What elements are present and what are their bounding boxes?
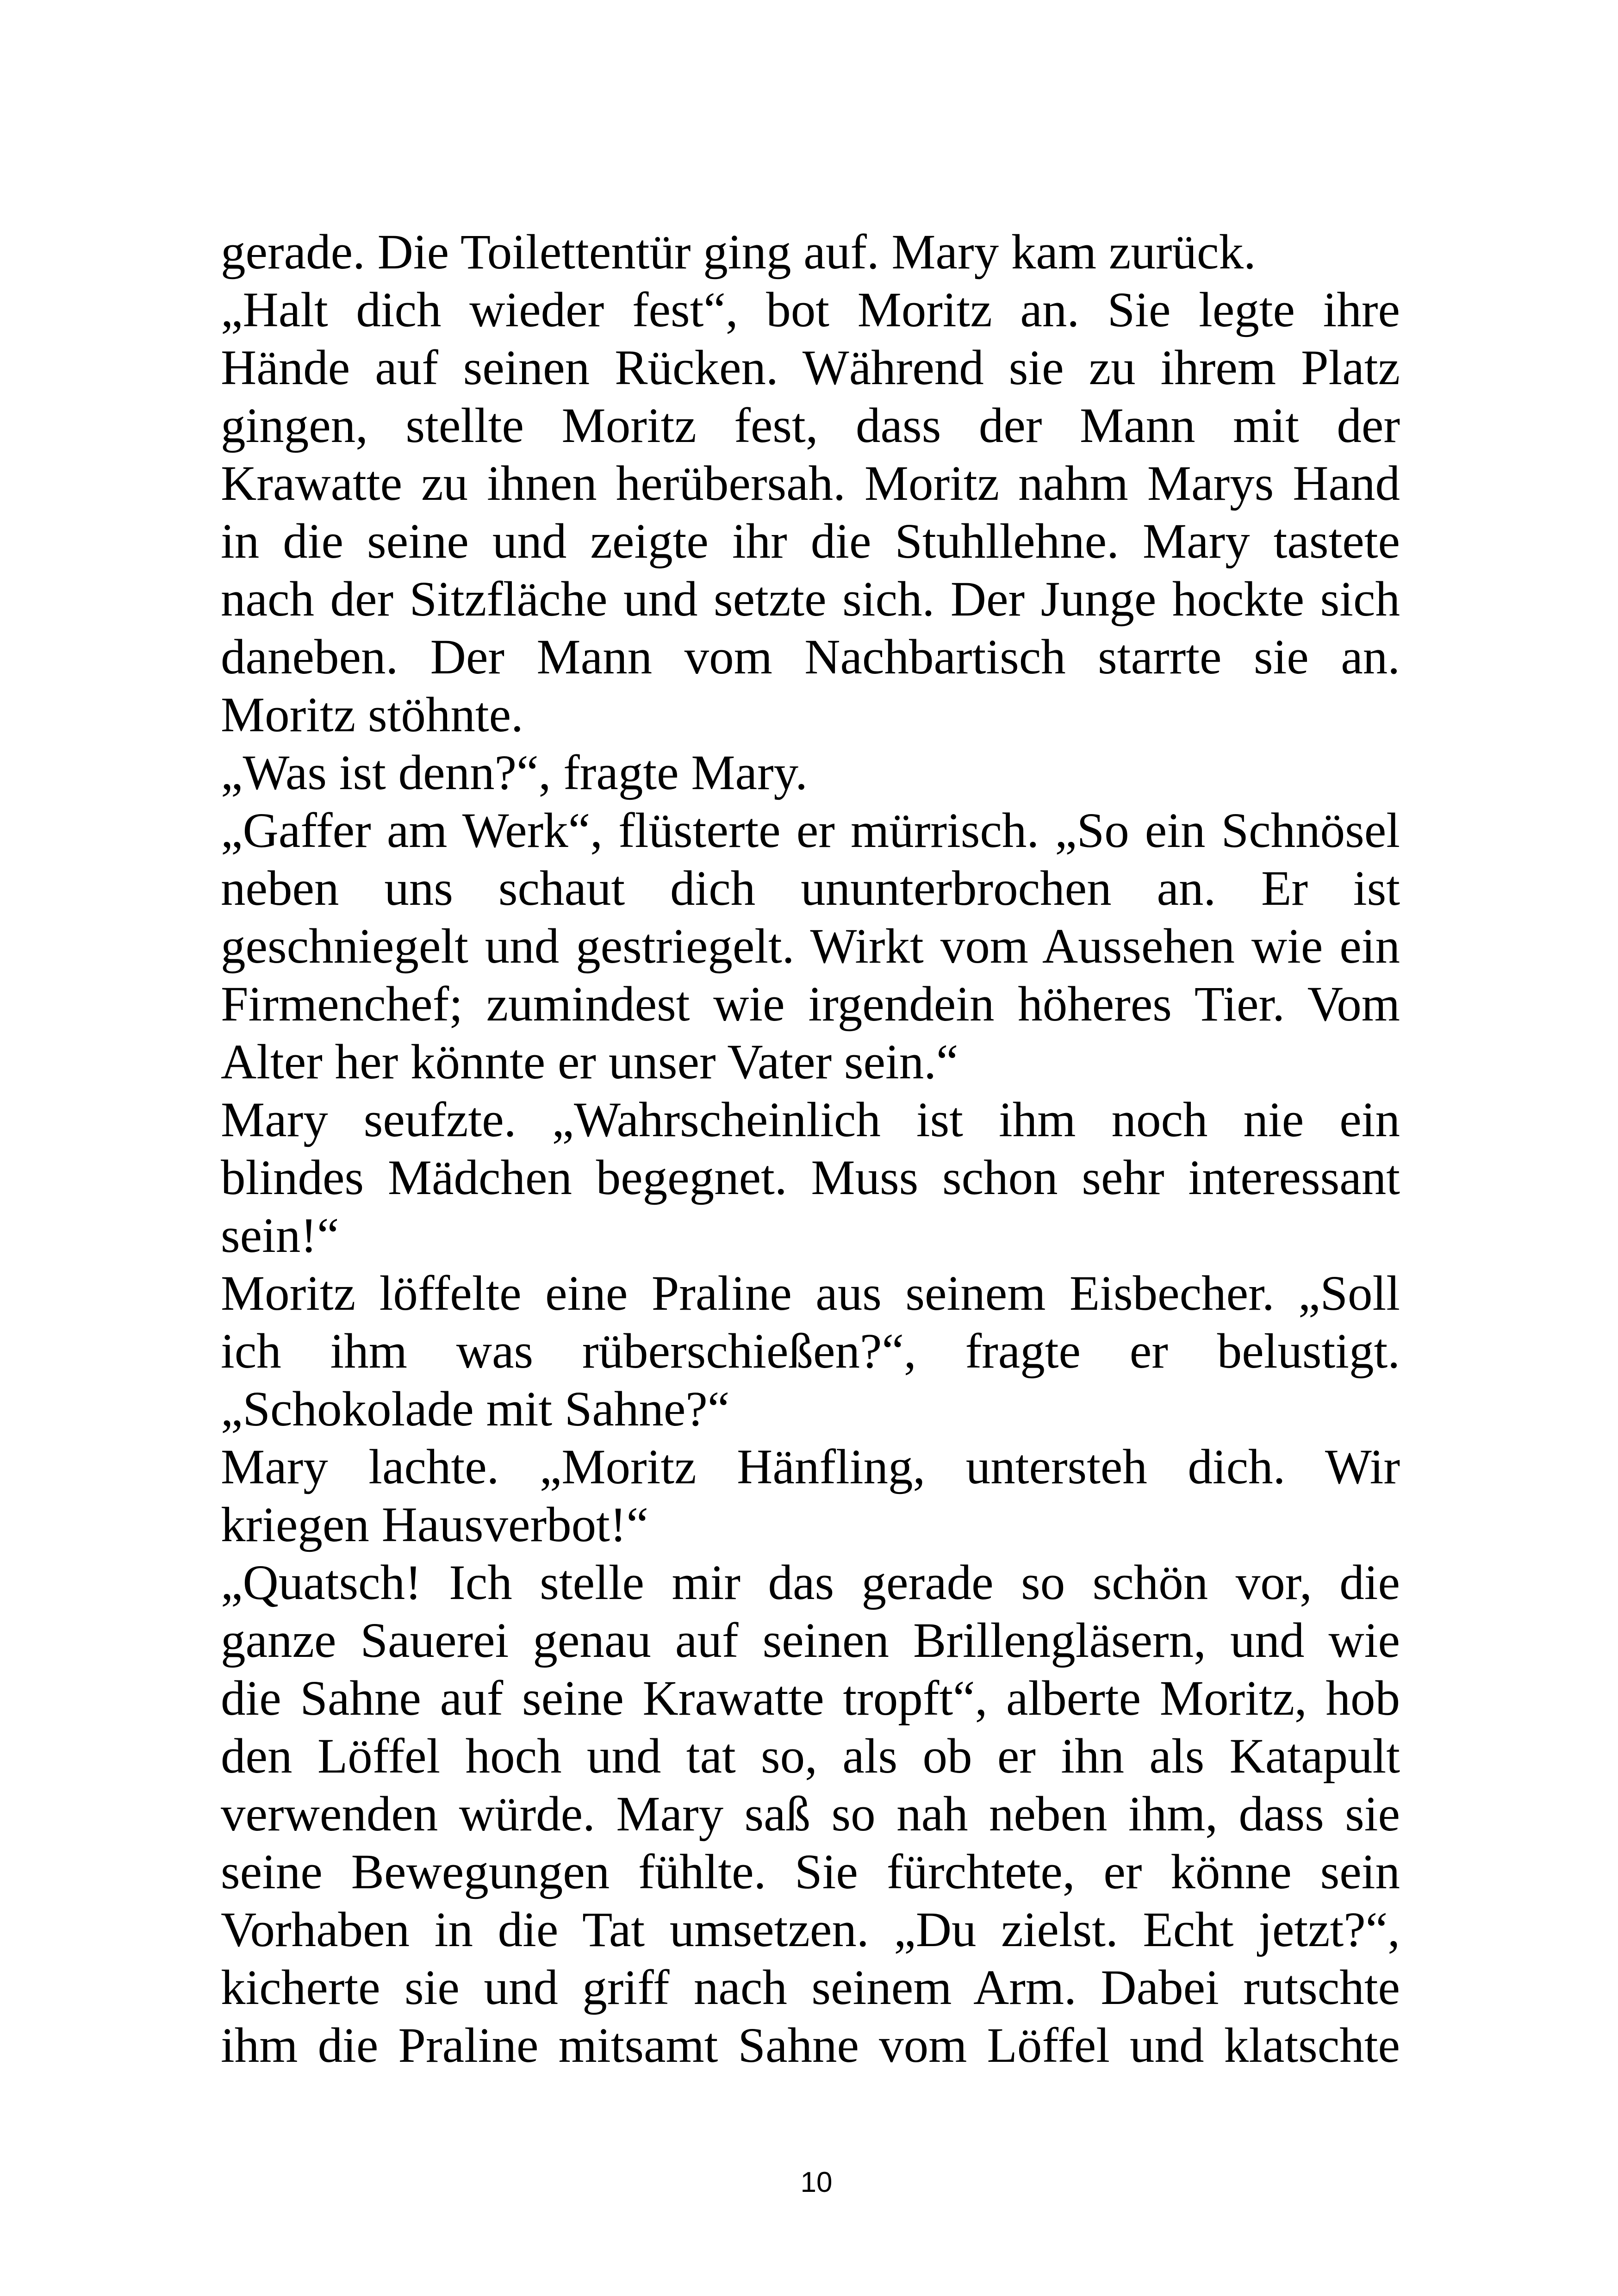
paragraph bbox=[221, 281, 1400, 744]
paragraph bbox=[221, 1265, 1400, 1438]
paragraph bbox=[221, 1438, 1400, 1554]
text-line: gingen, stellte Moritz fest, dass der Mann mit der bbox=[221, 398, 1400, 453]
text-line: seine Bewegungen fühlte. Sie fürchtete, er könne sein bbox=[221, 1845, 1400, 1899]
text-line: „Was ist denn?“, fragte Mary. bbox=[221, 746, 808, 800]
paragraph bbox=[221, 802, 1400, 1091]
text-line: Moritz stöhnte. bbox=[221, 688, 523, 742]
text-line: ihm die Praline mitsamt Sahne vom Löffel und klatschte bbox=[221, 2018, 1400, 2073]
text-line: nach der Sitzfläche und setzte sich. Der Junge hockte sich bbox=[221, 572, 1400, 627]
paragraph bbox=[221, 744, 1400, 802]
text-line: neben uns schaut dich ununterbrochen an. Er ist bbox=[221, 861, 1400, 916]
text-line: „Halt dich wieder fest“, bot Moritz an. Sie legte ihre bbox=[221, 283, 1400, 337]
text-line: gerade. Die Toilettentür ging auf. Mary kam zurück. bbox=[221, 225, 1256, 280]
text-line: „Gaffer am Werk“, flüsterte er mürrisch. „So ein Schnösel bbox=[221, 803, 1400, 858]
text-line: Alter her könnte er unser Vater sein.“ bbox=[221, 1035, 958, 1089]
text-line: geschniegelt und gestriegelt. Wirkt vom Aussehen wie ein bbox=[221, 919, 1400, 974]
text-line: Mary lachte. „Moritz Hänfling, untersteh dich. Wir bbox=[221, 1440, 1400, 1494]
text-line: blindes Mädchen begegnet. Muss schon sehr interessant bbox=[221, 1151, 1400, 1205]
text-line: die Sahne auf seine Krawatte tropft“, alberte Moritz, hob bbox=[221, 1671, 1400, 1726]
text-line: verwenden würde. Mary saß so nah neben ihm, dass sie bbox=[221, 1787, 1400, 1842]
text-line: Moritz löffelte eine Praline aus seinem Eisbecher. „Soll bbox=[221, 1266, 1400, 1321]
text-line: kriegen Hausverbot!“ bbox=[221, 1498, 648, 1552]
text-line: Krawatte zu ihnen herübersah. Moritz nahm Marys Hand bbox=[221, 456, 1400, 511]
text-line: ich ihm was rüberschießen?“, fragte er belustigt. bbox=[221, 1324, 1400, 1379]
text-line: Hände auf seinen Rücken. Während sie zu ihrem Platz bbox=[221, 341, 1400, 395]
text-line: ganze Sauerei genau auf seinen Brillengläsern, und wie bbox=[221, 1613, 1400, 1668]
text-line: in die seine und zeigte ihr die Stuhllehne. Mary tastete bbox=[221, 514, 1400, 569]
text-line: „Quatsch! Ich stelle mir das gerade so schön vor, die bbox=[221, 1556, 1400, 1610]
page-number: 10 bbox=[800, 2166, 833, 2198]
text-line: Firmenchef; zumindest wie irgendein höheres Tier. Vom bbox=[221, 977, 1400, 1032]
text-line: daneben. Der Mann vom Nachbartisch starrte sie an. bbox=[221, 630, 1400, 684]
paragraph bbox=[221, 1554, 1400, 2075]
text-line: Mary seufzte. „Wahrscheinlich ist ihm noch nie ein bbox=[221, 1093, 1400, 1147]
text-line: Vorhaben in die Tat umsetzen. „Du zielst. Echt jetzt?“, bbox=[221, 1903, 1400, 1957]
body-text bbox=[221, 224, 1400, 2075]
text-line: den Löffel hoch und tat so, als ob er ihn als Katapult bbox=[221, 1729, 1400, 1784]
text-line: sein!“ bbox=[221, 1208, 339, 1263]
text-line: kicherte sie und griff nach seinem Arm. Dabei rutschte bbox=[221, 1960, 1400, 2015]
text-line: „Schokolade mit Sahne?“ bbox=[221, 1382, 730, 1437]
paragraph bbox=[221, 1091, 1400, 1265]
paragraph bbox=[221, 224, 1400, 281]
